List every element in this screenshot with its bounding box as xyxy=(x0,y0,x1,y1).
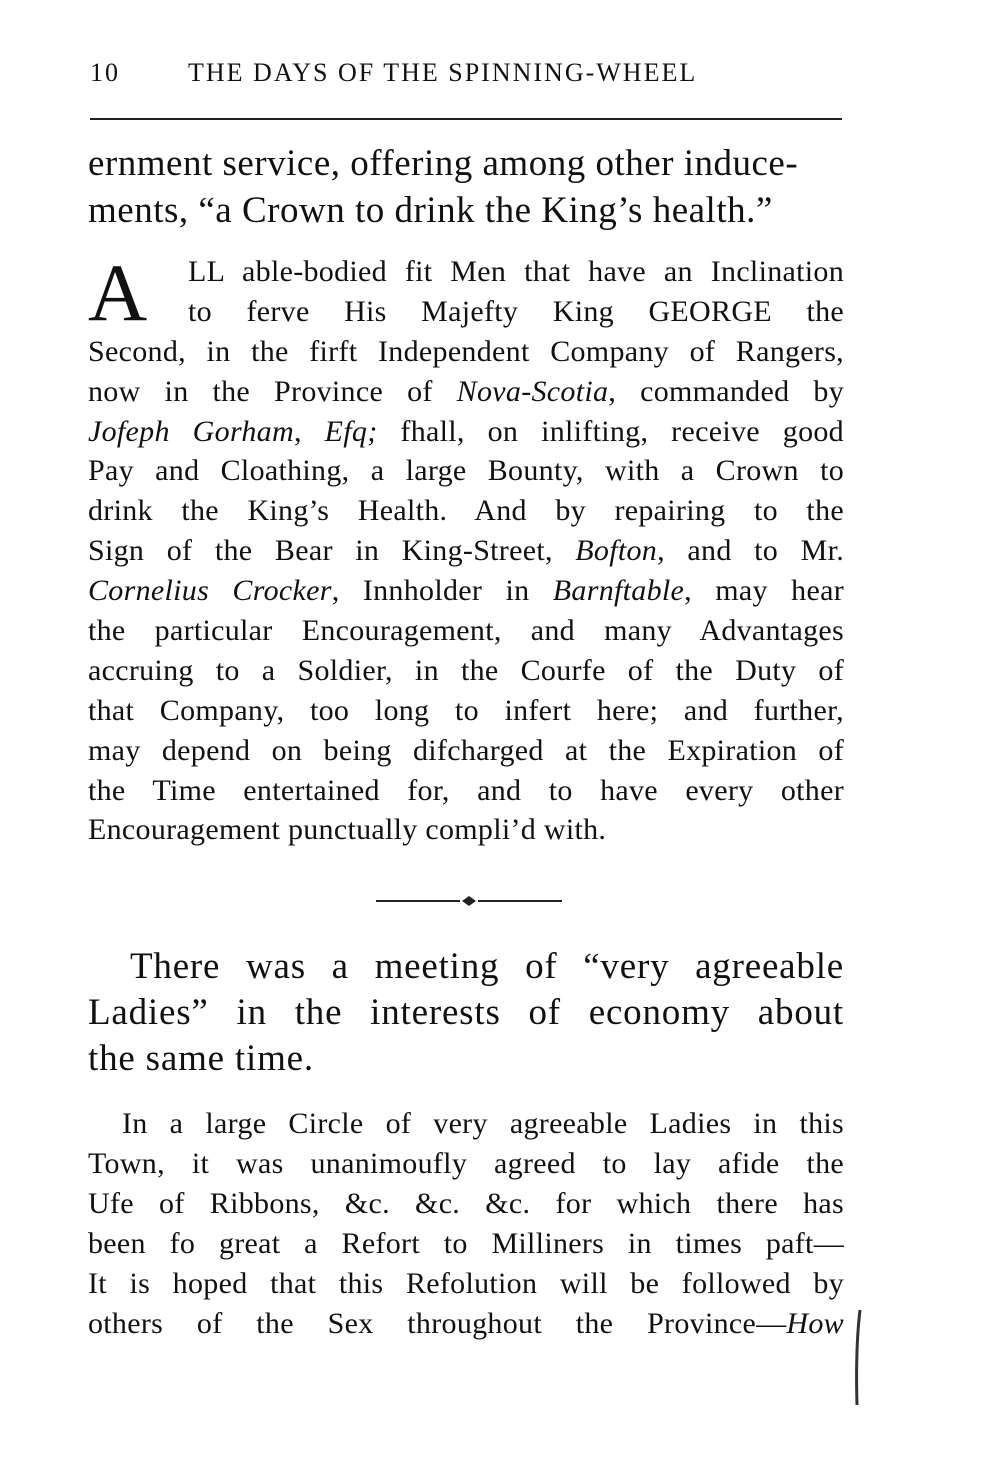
text-segment: Pay and Cloathing, a large Bounty, with a Crown to xyxy=(88,454,844,488)
text-line xyxy=(88,1184,844,1224)
text-line: There was a meeting of “very agreeable xyxy=(130,946,844,987)
text-line xyxy=(88,1224,844,1264)
italic-text: How xyxy=(786,1307,844,1340)
section-divider-ornament xyxy=(376,894,562,908)
text-segment: , may hear xyxy=(684,574,844,608)
text-line xyxy=(88,1304,844,1344)
text-segment: others of the Sex throughout the Province— xyxy=(88,1307,787,1340)
text-segment: It is hoped that this Refolution will be followed by xyxy=(88,1267,844,1300)
text-segment: In a large Circle of very agreeable Ladies in this xyxy=(122,1107,844,1140)
text-segment: the particular Encouragement, and many Advantages xyxy=(88,614,844,648)
text-line xyxy=(88,451,844,491)
text-segment: to ferve His Majefty King GEORGE the xyxy=(188,294,844,328)
text-line xyxy=(88,372,844,412)
text-line xyxy=(88,1144,844,1184)
drop-cap: A xyxy=(88,247,148,338)
advertisement-block xyxy=(88,247,844,850)
page-number: 10 xyxy=(90,58,120,87)
running-title: THE DAYS OF THE SPINNING-WHEEL xyxy=(188,58,698,87)
text-segment: Sign of the Bear in King-Street, xyxy=(88,534,576,568)
intro-paragraph xyxy=(88,140,844,234)
text-segment: , xyxy=(293,414,325,448)
italic-text: Bofton xyxy=(575,534,658,568)
text-segment: , Innholder in xyxy=(331,574,553,608)
text-segment: Encouragement punctually compli’d with. xyxy=(88,813,607,847)
text-line xyxy=(88,771,844,811)
text-line: ments, “a Crown to drink the King’s health.” xyxy=(88,190,773,231)
commentary-paragraph xyxy=(88,944,844,1082)
text-line: the same time. xyxy=(88,1038,314,1079)
text-line xyxy=(88,1104,844,1144)
italic-text: Efq; xyxy=(324,414,378,448)
text-line xyxy=(88,651,844,691)
text-segment: that Company, too long to infert here; and further, xyxy=(88,693,844,727)
text-line xyxy=(88,571,844,611)
text-segment: , and to Mr. xyxy=(657,534,844,568)
text-line: ernment service, offering among other induce- xyxy=(88,143,799,184)
text-segment: , commanded by xyxy=(608,374,844,408)
text-segment: Second, in the firft Independent Company of Rangers, xyxy=(88,334,844,368)
text-segment: fhall, on inlifting, receive good xyxy=(377,414,844,448)
text-line xyxy=(88,731,844,771)
text-segment: the Time entertained for, and to have every other xyxy=(88,773,844,807)
margin-mark xyxy=(848,1300,868,1410)
italic-text: Nova-Scotia xyxy=(456,374,609,408)
text-line: Ladies” in the interests of economy about xyxy=(88,992,844,1033)
italic-text: Cornelius Crocker xyxy=(88,574,332,608)
italic-text: Jofeph Gorham xyxy=(88,414,294,448)
text-line xyxy=(88,332,844,372)
text-segment: may depend on being difcharged at the Expiration of xyxy=(88,733,844,767)
text-segment: accruing to a Soldier, in the Courfe of the Duty of xyxy=(88,653,844,687)
text-line xyxy=(88,531,844,571)
text-segment: Town, it was unanimoufly agreed to lay afide the xyxy=(88,1147,844,1180)
quoted-notice xyxy=(88,1104,844,1344)
running-head xyxy=(90,58,850,92)
text-line xyxy=(88,412,844,452)
text-segment: now in the Province of xyxy=(88,374,457,408)
text-line xyxy=(88,611,844,651)
text-line xyxy=(88,252,844,292)
text-segment: drink the King’s Health. And by repairing to the xyxy=(88,494,844,528)
text-line xyxy=(88,491,844,531)
text-segment: been fo great a Refort to Milliners in times paft— xyxy=(88,1227,844,1260)
text-segment: LL able-bodied fit Men that have an Inclination xyxy=(188,255,844,288)
header-rule xyxy=(90,118,842,120)
italic-text: Barnftable xyxy=(552,574,685,608)
text-line xyxy=(88,810,844,850)
text-line xyxy=(88,292,844,332)
text-line xyxy=(88,1264,844,1304)
text-line xyxy=(88,691,844,731)
text-segment: Ufe of Ribbons, &c. &c. &c. for which there has xyxy=(88,1187,844,1220)
